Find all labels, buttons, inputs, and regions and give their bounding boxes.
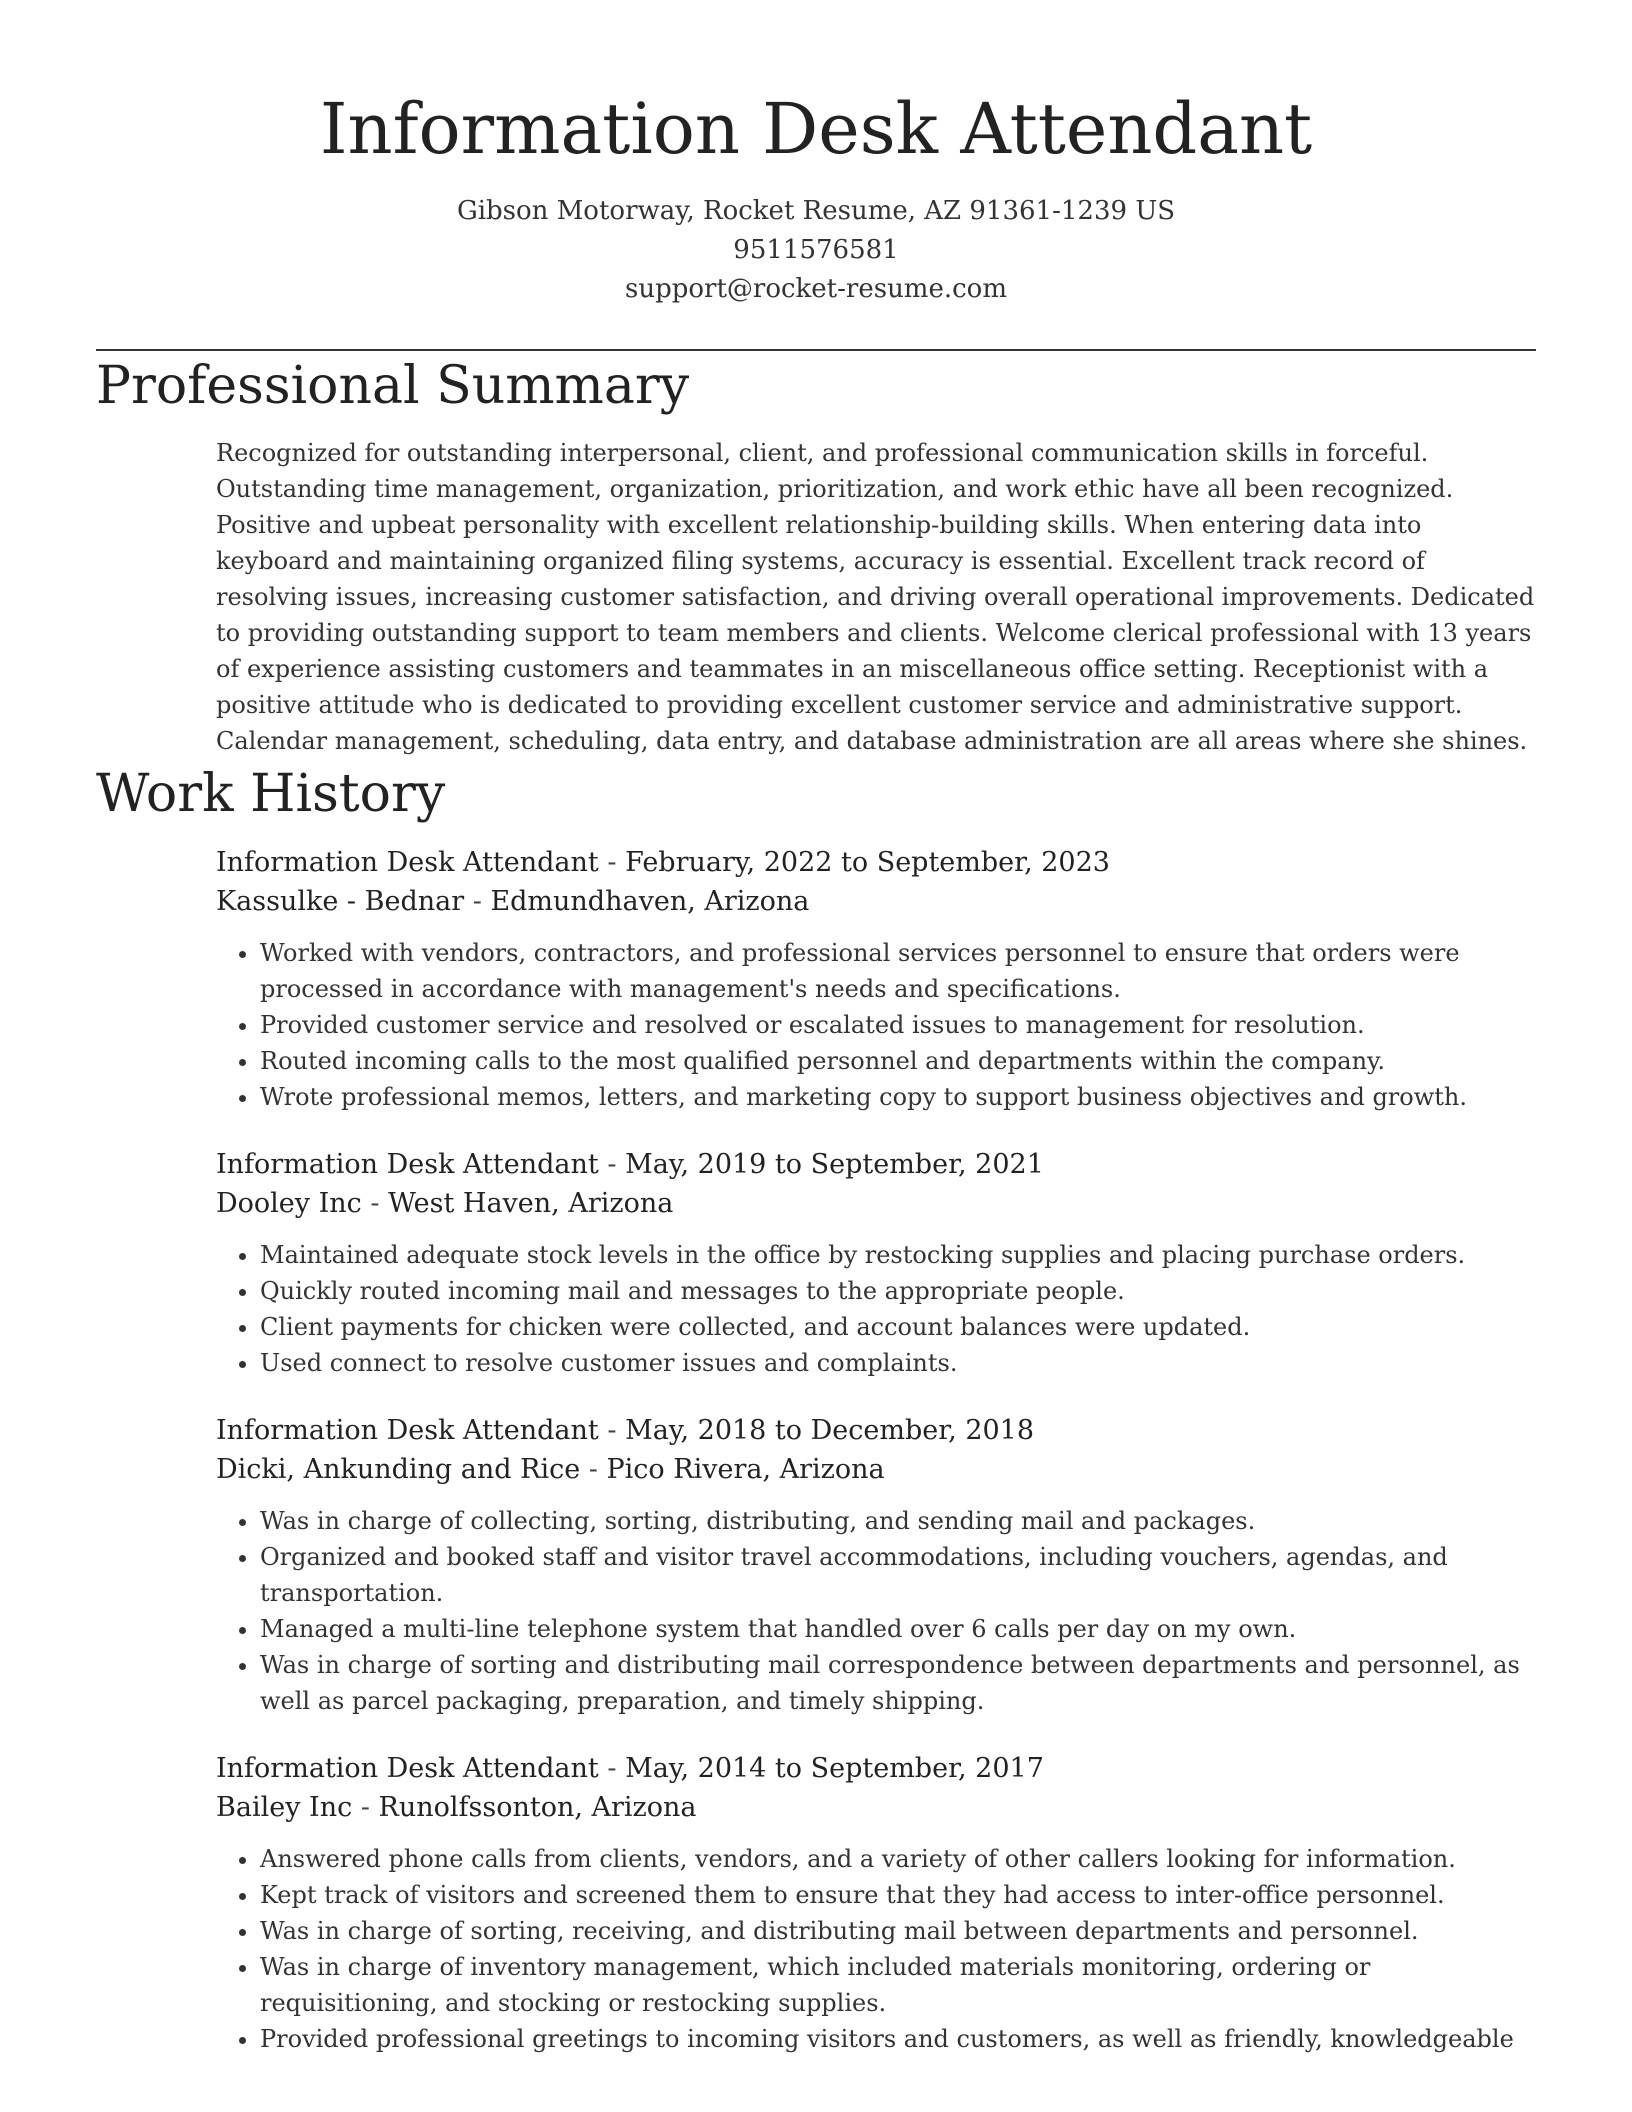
resume-header	[0, 0, 1632, 309]
job-title-line	[216, 1145, 1536, 1184]
job-company: Dooley Inc	[216, 1188, 362, 1219]
job-list	[216, 843, 1536, 2057]
bullet-item: • Provided customer service and resolved or escalated issues to management for resolution.	[260, 1007, 1536, 1043]
bullet-item: • Worked with vendors, contractors, and professional services personnel to ensure that orders were processed in accordance with management's needs and specifications.	[260, 935, 1536, 1007]
job-dates: February, 2022 to September, 2023	[625, 847, 1110, 878]
job-dates: May, 2014 to September, 2017	[625, 1753, 1044, 1784]
job-company: Bailey Inc	[216, 1792, 353, 1823]
work-history-section	[0, 759, 1632, 2057]
summary-heading: Professional Summary	[96, 356, 690, 416]
job-company: Dicki, Ankunding and Rice	[216, 1454, 581, 1485]
bullet-item: • Client payments for chicken were collected, and account balances were updated.	[260, 1309, 1536, 1345]
separator: -	[464, 886, 491, 917]
job-entry	[216, 1145, 1536, 1381]
contact-block	[0, 192, 1632, 309]
job-bullets	[216, 1841, 1536, 2057]
job-location: Edmundhaven, Arizona	[490, 886, 810, 917]
separator: -	[598, 847, 626, 878]
work-history-heading: Work History	[96, 764, 446, 824]
job-title-line	[216, 1411, 1536, 1450]
job-company-line	[216, 1450, 1536, 1489]
separator: -	[580, 1454, 607, 1485]
job-location: Runolfssonton, Arizona	[378, 1792, 697, 1823]
job-title: Information Desk Attendant	[216, 1149, 599, 1180]
summary-text: Recognized for outstanding interpersonal, client, and professional communication skills in forceful. Outstanding time management, organization, prioritization, and work ethic have all been recognized. Positive and upbeat personality with excellent relationship-building skills. When entering data into keyboard and maintaining organized filing systems, accuracy is essential. Excellent track record of resolving issues, increasing customer satisfaction, and driving overall operational improvements. Dedicated to providing outstanding support to team members and clients. Welcome clerical professional with 13 years of experience assisting customers and teammates in an miscellaneous office setting. Receptionist with a positive attitude who is dedicated to providing excellent customer service and administrative support. Calendar management, scheduling, data entry, and database administration are all areas where she shines.	[216, 439, 1535, 755]
job-title: Information Desk Attendant	[216, 847, 599, 878]
separator: -	[598, 1149, 626, 1180]
bullet-item: • Provided professional greetings to incoming visitors and customers, as well as friendly, knowledgeable	[260, 2021, 1536, 2057]
address-text: Gibson Motorway, Rocket Resume, AZ 91361-1239 US	[456, 196, 1176, 226]
job-bullets	[216, 1237, 1536, 1381]
job-title-line	[216, 843, 1536, 882]
job-location: Pico Rivera, Arizona	[606, 1454, 885, 1485]
job-dates: May, 2018 to December, 2018	[625, 1415, 1035, 1446]
bullet-item: • Answered phone calls from clients, vendors, and a variety of other callers looking for information.	[260, 1841, 1536, 1877]
job-company: Kassulke - Bednar	[216, 886, 465, 917]
bullet-item: • Maintained adequate stock levels in the office by restocking supplies and placing purchase orders.	[260, 1237, 1536, 1273]
job-bullets	[216, 1503, 1536, 1719]
bullet-item: • Organized and booked staff and visitor travel accommodations, including vouchers, agendas, and transportation.	[260, 1539, 1536, 1611]
separator: -	[361, 1188, 389, 1219]
job-title: Information Desk Attendant	[216, 1415, 599, 1446]
job-bullets	[216, 935, 1536, 1115]
separator: -	[598, 1415, 626, 1446]
professional-summary-section	[0, 351, 1632, 759]
bullet-item: • Kept track of visitors and screened them to ensure that they had access to inter-office personnel.	[260, 1877, 1536, 1913]
job-dates: May, 2019 to September, 2021	[625, 1149, 1044, 1180]
bullet-item: • Quickly routed incoming mail and messages to the appropriate people.	[260, 1273, 1536, 1309]
bullet-item: • Used connect to resolve customer issues and complaints.	[260, 1345, 1536, 1381]
job-entry	[216, 843, 1536, 1115]
job-title-line	[216, 1749, 1536, 1788]
bullet-item: • Routed incoming calls to the most qualified personnel and departments within the company.	[260, 1043, 1536, 1079]
job-entry	[216, 1411, 1536, 1719]
bullet-item: • Was in charge of sorting and distributing mail correspondence between departments and personnel, as well as parcel packaging, preparation, and timely shipping.	[260, 1647, 1536, 1719]
job-location: West Haven, Arizona	[388, 1188, 674, 1219]
job-title: Information Desk Attendant	[216, 1753, 599, 1784]
email-text: support@rocket-resume.com	[624, 274, 1007, 304]
job-company-line	[216, 882, 1536, 921]
job-company-line	[216, 1788, 1536, 1827]
job-entry	[216, 1749, 1536, 2057]
bullet-item: • Wrote professional memos, letters, and marketing copy to support business objectives and growth.	[260, 1079, 1536, 1115]
bullet-item: • Was in charge of sorting, receiving, and distributing mail between departments and personnel.	[260, 1913, 1536, 1949]
job-company-line	[216, 1184, 1536, 1223]
candidate-name: Information Desk Attendant	[319, 88, 1313, 170]
bullet-item: • Managed a multi-line telephone system that handled over 6 calls per day on my own.	[260, 1611, 1536, 1647]
separator: -	[598, 1753, 626, 1784]
bullet-item: • Was in charge of inventory management, which included materials monitoring, ordering or requisitioning, and stocking or restocking supplies.	[260, 1949, 1536, 2021]
phone-text: 9511576581	[733, 235, 899, 265]
separator: -	[352, 1792, 379, 1823]
bullet-item: • Was in charge of collecting, sorting, distributing, and sending mail and packages.	[260, 1503, 1536, 1539]
